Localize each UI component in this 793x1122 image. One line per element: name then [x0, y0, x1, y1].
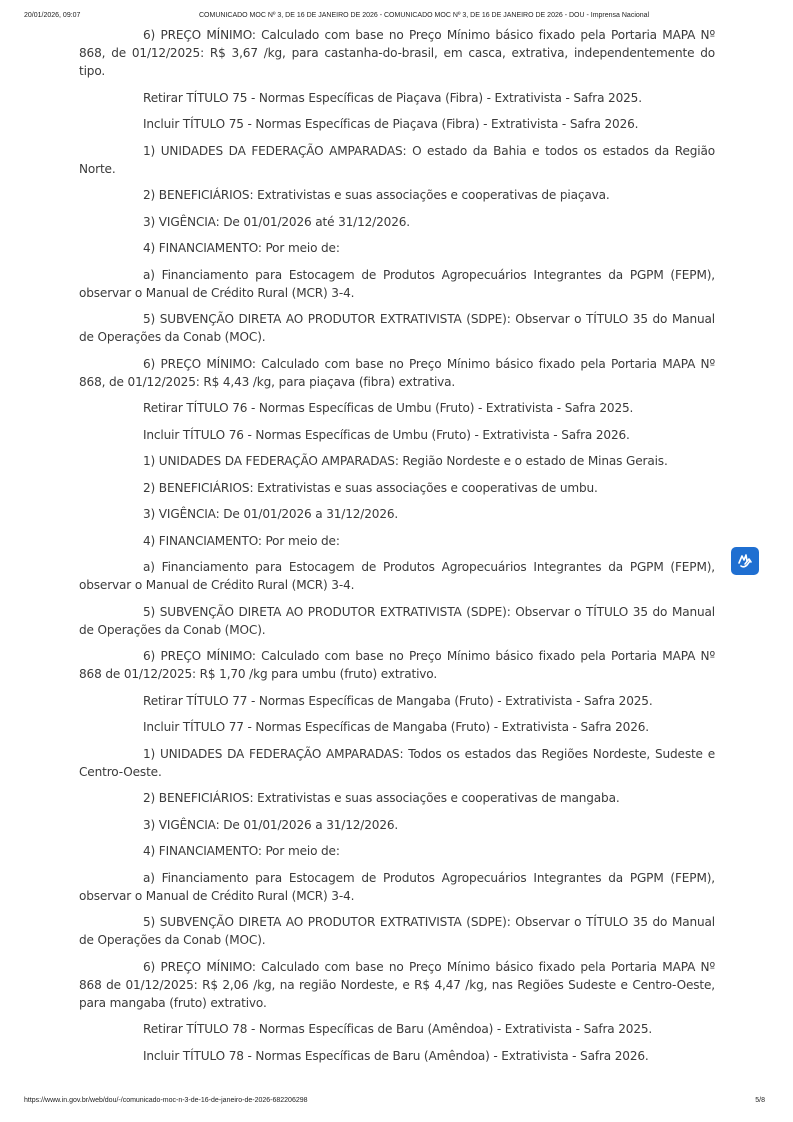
- print-url: https://www.in.gov.br/web/dou/-/comunicado-moc-n-3-de-16-de-janeiro-de-2026-682206298: [24, 1097, 308, 1104]
- accessibility-sign-language-button[interactable]: [731, 547, 759, 575]
- paragraph: Incluir TÍTULO 78 - Normas Específicas de Baru (Amêndoa) - Extrativista - Safra 2026.: [143, 1048, 649, 1063]
- sign-language-hands-icon: [735, 551, 755, 571]
- paragraph: Retirar TÍTULO 78 - Normas Específicas de Baru (Amêndoa) - Extrativista - Safra 2025.: [143, 1022, 653, 1036]
- paragraph: 2) BENEFICIÁRIOS: Extrativistas e suas associações e cooperativas de piaçava.: [143, 188, 610, 202]
- paragraph: a) Financiamento para Estocagem de Produtos Agropecuários Integrantes da PGPM (FEPM), observar o Manual de Crédito Rural (MCR) 3-4.: [79, 870, 715, 903]
- paragraph: Retirar TÍTULO 77 - Normas Específicas de Mangaba (Fruto) - Extrativista - Safra 2025.: [143, 693, 653, 708]
- document-body: [79, 26, 715, 1073]
- paragraph: Incluir TÍTULO 75 - Normas Específicas de Piaçava (Fibra) - Extrativista - Safra 2026.: [143, 117, 639, 131]
- paragraph: a) Financiamento para Estocagem de Produtos Agropecuários Integrantes da PGPM (FEPM), observar o Manual de Crédito Rural (MCR) 3-4.: [79, 267, 715, 300]
- paragraph: 5) SUBVENÇÃO DIRETA AO PRODUTOR EXTRATIVISTA (SDPE): Observar o TÍTULO 35 do Manual de Operações da Conab (MOC).: [79, 312, 715, 344]
- paragraph: 3) VIGÊNCIA: De 01/01/2026 até 31/12/2026.: [143, 214, 410, 229]
- print-document-title: COMUNICADO MOC Nº 3, DE 16 DE JANEIRO DE 2026 - COMUNICADO MOC Nº 3, DE 16 DE JANEIRO DE 2026 - DOU - Imprensa Nacional: [199, 12, 650, 19]
- paragraph: Incluir TÍTULO 76 - Normas Específicas de Umbu (Fruto) - Extrativista - Safra 2026.: [143, 427, 630, 442]
- paragraph: Incluir TÍTULO 77 - Normas Específicas de Mangaba (Fruto) - Extrativista - Safra 2026.: [143, 720, 649, 734]
- paragraph: Retirar TÍTULO 76 - Normas Específicas de Umbu (Fruto) - Extrativista - Safra 2025.: [143, 401, 634, 415]
- paragraph: 5) SUBVENÇÃO DIRETA AO PRODUTOR EXTRATIVISTA (SDPE): Observar o TÍTULO 35 do Manual de Operações da Conab (MOC).: [79, 915, 715, 947]
- paragraph: 1) UNIDADES DA FEDERAÇÃO AMPARADAS: Região Nordeste e o estado de Minas Gerais.: [143, 454, 668, 468]
- paragraph: 6) PREÇO MÍNIMO: Calculado com base no Preço Mínimo básico fixado pela Portaria MAPA Nº 868, de 01/12/2025: R$ 4,43 /kg, para piaçava (fibra) extrativa.: [79, 356, 715, 389]
- paragraph: 4) FINANCIAMENTO: Por meio de:: [143, 241, 340, 255]
- paragraph: 2) BENEFICIÁRIOS: Extrativistas e suas associações e cooperativas de mangaba.: [143, 791, 620, 805]
- paragraph: 5) SUBVENÇÃO DIRETA AO PRODUTOR EXTRATIVISTA (SDPE): Observar o TÍTULO 35 do Manual de Operações da Conab (MOC).: [79, 604, 715, 637]
- print-datetime: 20/01/2026, 09:07: [24, 12, 81, 19]
- paragraph: 6) PREÇO MÍNIMO: Calculado com base no Preço Mínimo básico fixado pela Portaria MAPA Nº 868, de 01/12/2025: R$ 3,67 /kg, para castanha-do-brasil, em casca, extrativa, independentemente do tipo.: [79, 28, 715, 78]
- paragraph: 1) UNIDADES DA FEDERAÇÃO AMPARADAS: O estado da Bahia e todos os estados da Região Norte.: [79, 143, 715, 176]
- print-footer: [24, 1097, 769, 1109]
- paragraph: 3) VIGÊNCIA: De 01/01/2026 a 31/12/2026.: [143, 507, 399, 521]
- paragraph: Retirar TÍTULO 75 - Normas Específicas de Piaçava (Fibra) - Extrativista - Safra 2025.: [143, 90, 642, 105]
- paragraph: a) Financiamento para Estocagem de Produtos Agropecuários Integrantes da PGPM (FEPM), observar o Manual de Crédito Rural (MCR) 3-4.: [79, 560, 715, 592]
- paragraph: 4) FINANCIAMENTO: Por meio de:: [143, 533, 340, 548]
- paragraph: 2) BENEFICIÁRIOS: Extrativistas e suas associações e cooperativas de umbu.: [143, 480, 598, 495]
- print-header: [24, 12, 769, 24]
- page-number: 5/8: [755, 1097, 765, 1104]
- paragraph: 6) PREÇO MÍNIMO: Calculado com base no Preço Mínimo básico fixado pela Portaria MAPA Nº 868 de 01/12/2025: R$ 2,06 /kg, na região Nordeste, e R$ 4,47 /kg, nas Regiões Sudeste e Centro-Oeste, para mangaba (fruto) extrativo.: [79, 959, 715, 1010]
- paragraph: 1) UNIDADES DA FEDERAÇÃO AMPARADAS: Todos os estados das Regiões Nordeste, Sudeste e Centro-Oeste.: [79, 746, 715, 779]
- paragraph: 6) PREÇO MÍNIMO: Calculado com base no Preço Mínimo básico fixado pela Portaria MAPA Nº 868 de 01/12/2025: R$ 1,70 /kg para umbu (fruto) extrativo.: [79, 649, 715, 681]
- paragraph: 3) VIGÊNCIA: De 01/01/2026 a 31/12/2026.: [143, 817, 399, 832]
- paragraph: 4) FINANCIAMENTO: Por meio de:: [143, 844, 340, 858]
